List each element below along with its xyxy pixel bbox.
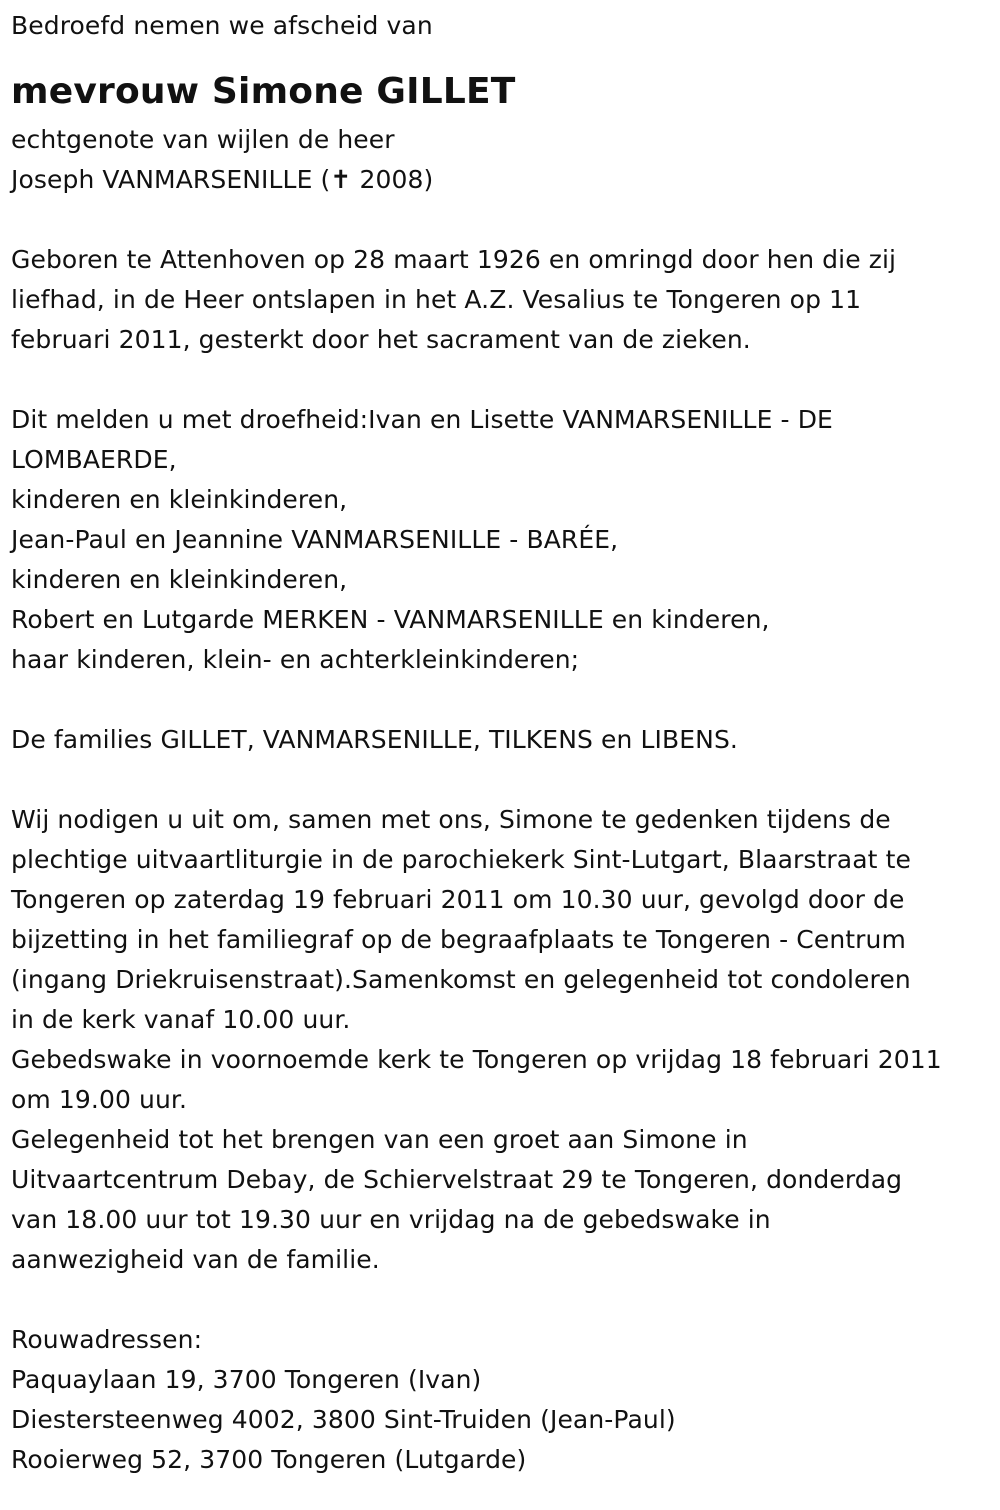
addresses-heading: Rouwadressen: — [11, 1325, 203, 1354]
address-line: Paquaylaan 19, 3700 Tongeren (Ivan) — [11, 1365, 482, 1394]
birth-line: liefhad, in de Heer ontslapen in het A.Z. Vesalius te Tongeren op 11 — [11, 285, 862, 314]
address-line: Diestersteenweg 4002, 3800 Sint-Truiden (Jean-Paul) — [11, 1405, 676, 1434]
family-line: Jean-Paul en Jeannine VANMARSENILLE - BARÉE, — [11, 525, 619, 554]
obituary-notice — [11, 6, 991, 1480]
intro-text: Bedroefd nemen we afscheid van — [11, 11, 433, 40]
ceremony-line: van 18.00 uur tot 19.30 uur en vrijdag na de gebedswake in — [11, 1205, 771, 1234]
birth-line: februari 2011, gesterkt door het sacrament van de zieken. — [11, 325, 751, 354]
family-line: haar kinderen, klein- en achterkleinkinderen; — [11, 645, 580, 674]
spouse-line-1: echtgenote van wijlen de heer — [11, 125, 395, 154]
spacer — [11, 1280, 991, 1320]
family-paragraph — [11, 400, 991, 680]
ceremony-line: Gebedswake in voornoemde kerk te Tongeren op vrijdag 18 februari 2011 — [11, 1045, 942, 1074]
ceremony-line: Gelegenheid tot het brengen van een groet aan Simone in — [11, 1125, 748, 1154]
deceased-name: mevrouw Simone GILLET — [11, 71, 516, 112]
birth-paragraph — [11, 240, 991, 360]
addresses-section — [11, 1320, 991, 1480]
birth-line: Geboren te Attenhoven op 28 maart 1926 en omringd door hen die zij — [11, 245, 897, 274]
address-line: Rooierweg 52, 3700 Tongeren (Lutgarde) — [11, 1445, 527, 1474]
spacer — [11, 680, 991, 720]
ceremony-line: in de kerk vanaf 10.00 uur. — [11, 1005, 351, 1034]
family-line: LOMBAERDE, — [11, 445, 177, 474]
ceremony-line: Uitvaartcentrum Debay, de Schiervelstraat 29 te Tongeren, donderdag — [11, 1165, 903, 1194]
ceremony-line: Wij nodigen u uit om, samen met ons, Simone te gedenken tijdens de — [11, 805, 891, 834]
spacer — [11, 200, 991, 240]
ceremony-paragraph — [11, 800, 991, 1280]
spacer — [11, 360, 991, 400]
ceremony-line: (ingang Driekruisenstraat).Samenkomst en gelegenheid tot condoleren — [11, 965, 911, 994]
ceremony-line: plechtige uitvaartliturgie in de parochiekerk Sint-Lutgart, Blaarstraat te — [11, 845, 911, 874]
ceremony-line: aanwezigheid van de familie. — [11, 1245, 380, 1274]
family-line: Dit melden u met droefheid:Ivan en Lisette VANMARSENILLE - DE — [11, 405, 833, 434]
spouse-line-2: Joseph VANMARSENILLE (✝ 2008) — [11, 165, 434, 194]
ceremony-line: Tongeren op zaterdag 19 februari 2011 om 10.30 uur, gevolgd door de — [11, 885, 905, 914]
family-line: Robert en Lutgarde MERKEN - VANMARSENILLE en kinderen, — [11, 605, 770, 634]
ceremony-line: bijzetting in het familiegraf op de begraafplaats te Tongeren - Centrum — [11, 925, 906, 954]
ceremony-line: om 19.00 uur. — [11, 1085, 188, 1114]
spacer — [11, 760, 991, 800]
families-line: De families GILLET, VANMARSENILLE, TILKENS en LIBENS. — [11, 725, 738, 754]
family-line: kinderen en kleinkinderen, — [11, 565, 348, 594]
family-line: kinderen en kleinkinderen, — [11, 485, 348, 514]
